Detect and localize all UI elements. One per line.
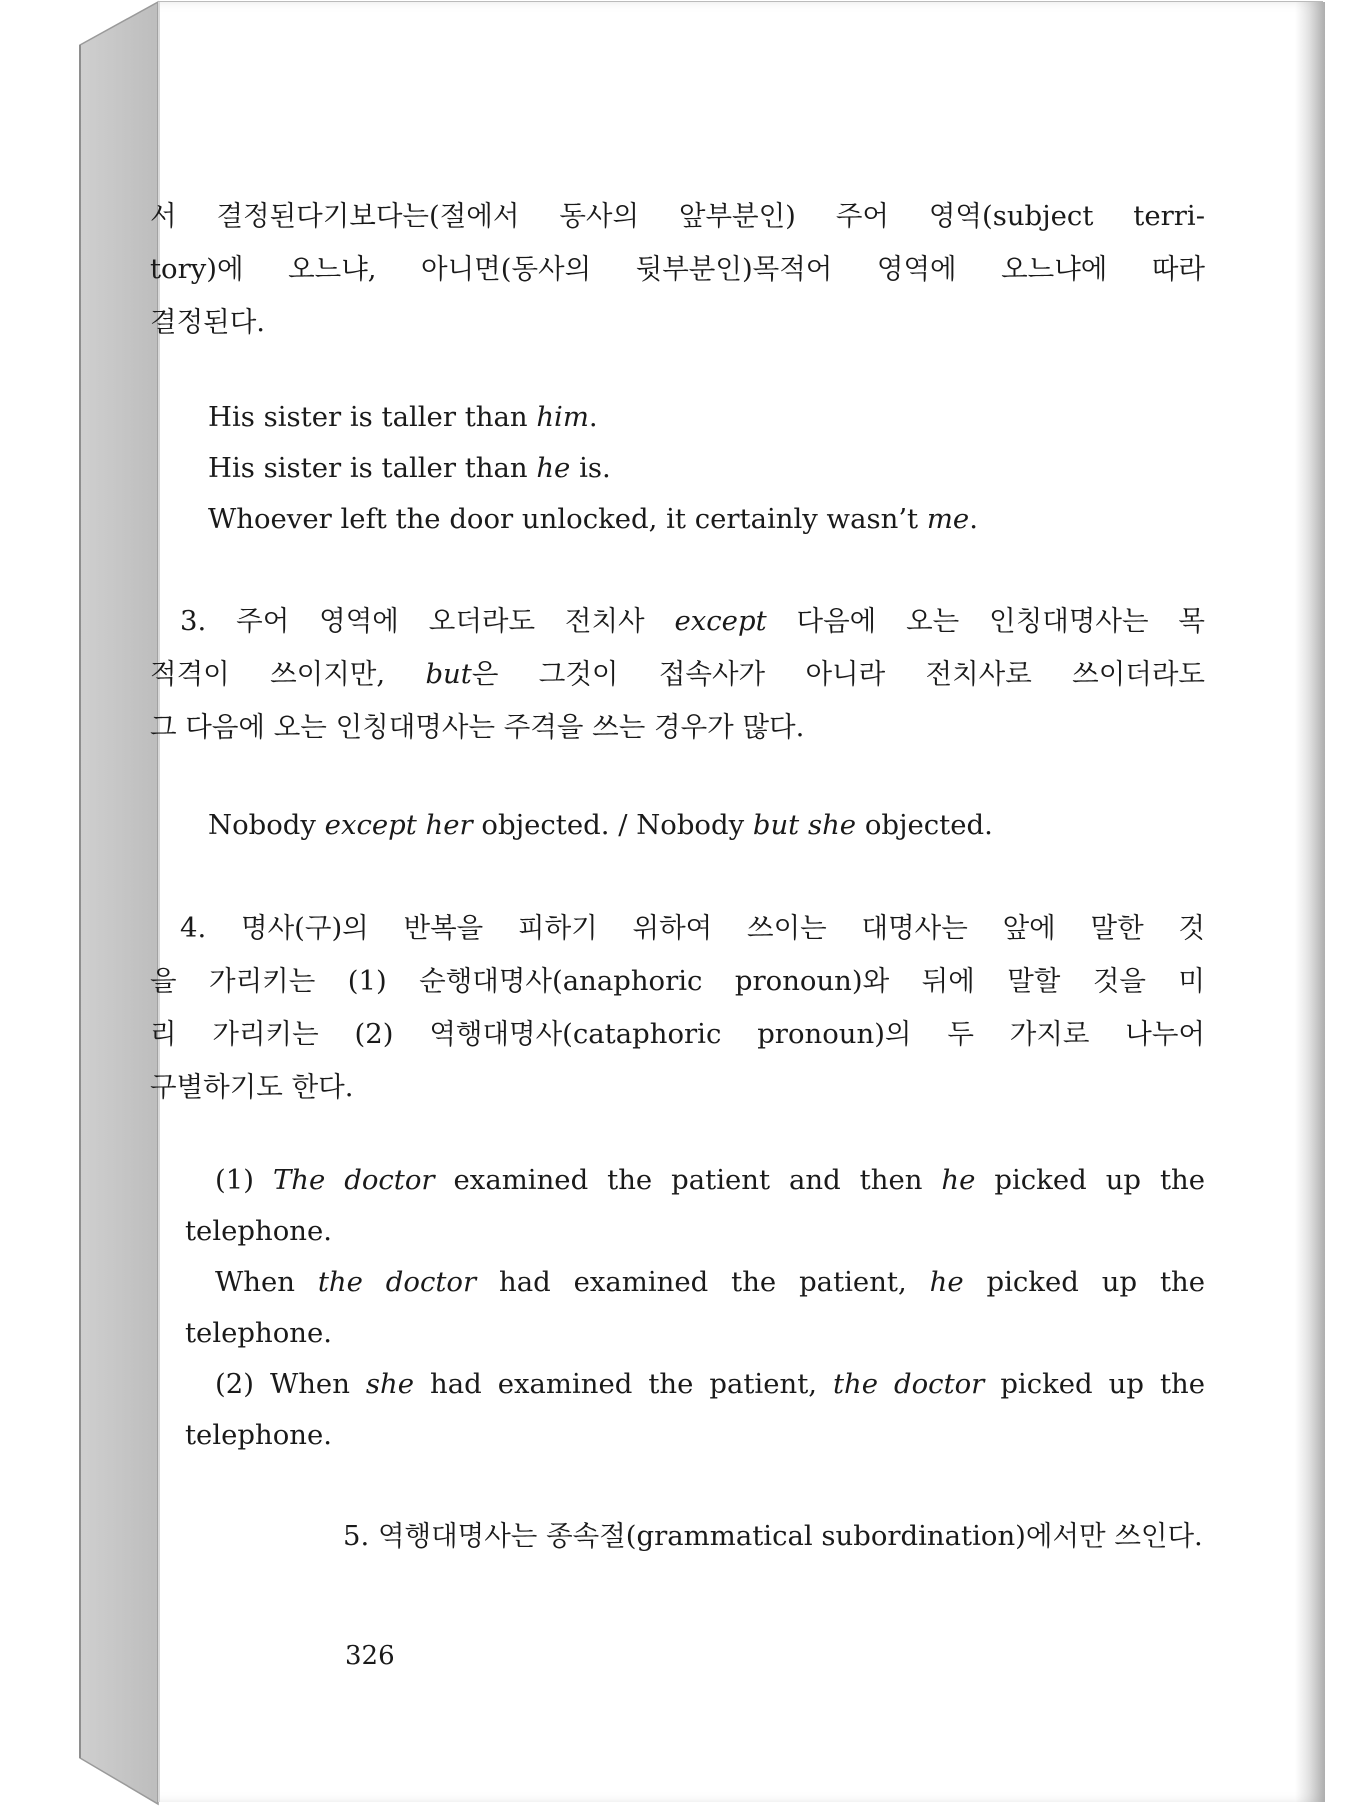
- para4-line-1: 4. 명사(구)의 반복을 피하기 위하여 쓰이는 대명사는 앞에 말한 것: [180, 912, 1205, 944]
- para3-text: 3. 주어 영역에 오더라도 전치사: [180, 605, 675, 637]
- example4-line-2-cont: telephone.: [185, 1317, 332, 1349]
- example4-line-1-cont: telephone.: [185, 1215, 332, 1247]
- example-line: [208, 392, 1198, 443]
- example-line: [208, 443, 1198, 494]
- example-text: .: [588, 401, 598, 433]
- example-group-1: [208, 392, 1198, 545]
- example-italic: but she: [752, 809, 857, 841]
- example-italic: she: [365, 1368, 415, 1400]
- intro-line-3: 결정된다.: [150, 306, 266, 338]
- example-text: Nobody: [208, 809, 325, 841]
- example4-line-3: [185, 1359, 1205, 1410]
- example-text: Whoever left the door unlocked, it certainly wasn’t: [208, 503, 927, 535]
- para3-line-2: [150, 648, 1205, 701]
- page-number: 326: [345, 1641, 395, 1671]
- example-text: had examined the patient,: [414, 1368, 833, 1400]
- example-italic: he: [941, 1164, 976, 1196]
- example-italic: he: [536, 452, 571, 484]
- para3-text: 적격이 쓰이지만,: [150, 658, 426, 690]
- example-line: [208, 494, 1198, 545]
- intro-paragraph: [150, 190, 1205, 349]
- example-text: (1): [215, 1164, 273, 1196]
- example-italic: the doctor: [832, 1368, 985, 1400]
- example-italic: except her: [324, 809, 473, 841]
- example4-line-1: [185, 1155, 1205, 1206]
- para3-italic: except: [674, 605, 767, 637]
- example-text: picked up the: [975, 1164, 1206, 1196]
- example-text: When: [215, 1266, 318, 1298]
- example-italic: me: [926, 503, 970, 535]
- para3-text: 은 그것이 접속사가 아니라 전치사로 쓰이더라도: [471, 658, 1205, 690]
- example-text: is.: [570, 452, 611, 484]
- example-text: His sister is taller than: [208, 401, 537, 433]
- example4-line-3-cont: telephone.: [185, 1419, 332, 1451]
- example-text: objected. / Nobody: [472, 809, 753, 841]
- example-group-4: [185, 1155, 1205, 1461]
- para3-line-3: 그 다음에 오는 인칭대명사는 주격을 쓰는 경우가 많다.: [150, 711, 805, 743]
- example-text: picked up the: [984, 1368, 1205, 1400]
- intro-line-2: tory)에 오느냐, 아니면(동사의 뒷부분인)목적어 영역에 오느냐에 따라: [150, 253, 1205, 285]
- paragraph-5: [185, 1510, 1205, 1563]
- para3-line-1: [150, 595, 1205, 648]
- example-text: picked up the: [963, 1266, 1205, 1298]
- para3-italic: but: [425, 658, 472, 690]
- para5-line: 5. 역행대명사는 종속절(grammatical subordination)에서만 쓰인다.: [343, 1520, 1203, 1552]
- para4-line-3: 리 가리키는 (2) 역행대명사(cataphoric pronoun)의 두 가지로 나누어: [150, 1018, 1205, 1050]
- paragraph-3: [150, 595, 1205, 754]
- para3-text: 다음에 오는 인칭대명사는 목: [766, 605, 1205, 637]
- example-text: His sister is taller than: [208, 452, 537, 484]
- example-text: (2) When: [215, 1368, 366, 1400]
- example-italic: the doctor: [317, 1266, 477, 1298]
- para4-line-2: 을 가리키는 (1) 순행대명사(anaphoric pronoun)와 뒤에 말할 것을 미: [150, 965, 1205, 997]
- example-text: had examined the patient,: [476, 1266, 930, 1298]
- intro-line-1: 서 결정된다기보다는(절에서 동사의 앞부분인) 주어 영역(subject terri-: [150, 200, 1205, 232]
- example-italic: The doctor: [272, 1164, 435, 1196]
- example4-line-2: [185, 1257, 1205, 1308]
- page-edge-shadow: [1295, 2, 1325, 1802]
- example-italic: him: [536, 401, 589, 433]
- paragraph-4: [150, 902, 1205, 1114]
- para4-line-4: 구별하기도 한다.: [150, 1071, 354, 1103]
- example-text: .: [969, 503, 978, 535]
- example-italic: he: [929, 1266, 964, 1298]
- example-text: examined the patient and then: [434, 1164, 942, 1196]
- example-3: [208, 800, 1198, 851]
- example-text: objected.: [856, 809, 993, 841]
